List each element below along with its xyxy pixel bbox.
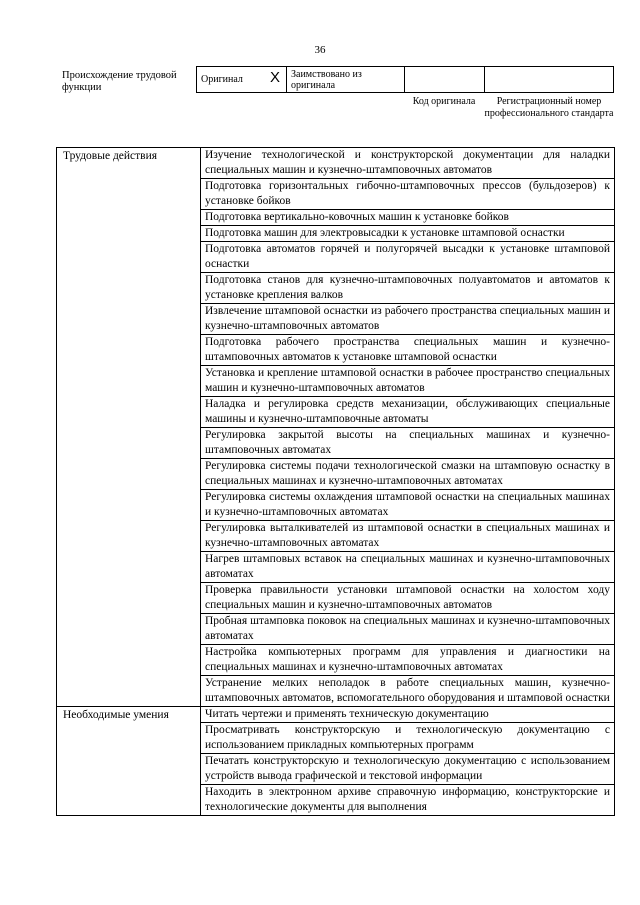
section-items — [201, 707, 615, 816]
borrowed-cell — [287, 67, 405, 93]
reg-number-cell — [485, 67, 614, 93]
list-item: Изучение технологической и конструкторской документации для наладки специальных машин и кузнечно-штамповочных автоматов — [201, 148, 614, 179]
functions-table — [56, 147, 615, 816]
list-item: Нагрев штамповых вставок на специальных машинах и кузнечно-штамповочных автоматах — [201, 552, 614, 583]
section-items — [201, 148, 615, 707]
section-title: Необходимые умения — [57, 707, 201, 816]
list-item: Извлечение штамповой оснастки из рабочего пространства специальных машин и кузнечно-штамповочных автоматов — [201, 304, 614, 335]
list-item: Подготовка автоматов горячей и полугорячей высадки к установке штамповой оснастки — [201, 242, 614, 273]
code-original-label: Код оригинала — [412, 96, 476, 107]
original-mark: X — [269, 69, 280, 86]
list-item: Печатать конструкторскую и технологическую документацию с использованием устройств вывода графической и текстовой информации — [201, 754, 614, 785]
reg-number-label: Регистрационный номер профессионального стандарта — [484, 96, 614, 119]
list-item: Находить в электронном архиве справочную информацию, конструкторские и технологические документы для выполнения — [205, 786, 610, 813]
origin-table — [196, 66, 614, 93]
page-number: 36 — [314, 44, 326, 56]
list-item: Наладка и регулировка средств механизации, обслуживающих специальные машины и кузнечно-штамповочные автоматы — [201, 397, 614, 428]
list-item: Регулировка системы охлаждения штамповой оснастки на специальных машинах и кузнечно-штамповочных автоматах — [201, 490, 614, 521]
list-item: Подготовка станов для кузнечно-штамповочных полуавтоматов и автоматов к установке крепления валков — [201, 273, 614, 304]
list-item: Регулировка системы подачи технологической смазки на штамповую оснастку в специальных машинах и кузнечно-штамповочных автоматах — [201, 459, 614, 490]
list-item: Подготовка горизонтальных гибочно-штамповочных прессов (бульдозеров) к установке бойков — [201, 179, 614, 210]
list-item: Регулировка выталкивателей из штамповой оснастки в специальных машинах и кузнечно-штамповочных автоматах — [201, 521, 614, 552]
list-item: Проверка правильности установки штамповой оснастки на холостом ходу специальных машин и кузнечно-штамповочных автоматов — [201, 583, 614, 614]
list-item: Подготовка машин для электровысадки к установке штамповой оснастки — [201, 226, 614, 242]
origin-label: Происхождение трудовой функции — [62, 70, 177, 93]
list-item: Подготовка рабочего пространства специальных машин и кузнечно-штамповочных автоматов к установке штамповой оснастки — [201, 335, 614, 366]
list-item: Подготовка вертикально-ковочных машин к установке бойков — [201, 210, 614, 226]
code-cell — [405, 67, 485, 93]
section-labor-actions — [57, 148, 615, 707]
list-item: Установка и крепление штамповой оснастки в рабочее пространство специальных машин и кузнечно-штамповочных автоматов — [201, 366, 614, 397]
list-item: Просматривать конструкторскую и технологическую документацию с использованием прикладных компьютерных программ — [201, 723, 614, 754]
list-item: Регулировка закрытой высоты на специальных машинах и кузнечно-штамповочных автоматах — [201, 428, 614, 459]
borrowed-label: Заимствовано из оригинала — [291, 68, 362, 91]
original-cell — [197, 67, 287, 93]
section-skills — [57, 707, 615, 816]
section-title: Трудовые действия — [57, 148, 201, 707]
original-label: Оригинал — [201, 74, 243, 85]
list-item: Устранение мелких неполадок в работе специальных машин, кузнечно-штамповочных автоматов, вспомогательного оборудования и штамповой оснастки — [205, 677, 610, 704]
list-item: Настройка компьютерных программ для управления и диагностики на специальных машинах и кузнечно-штамповочных автоматах — [201, 645, 614, 676]
list-item: Читать чертежи и применять техническую документацию — [201, 707, 614, 723]
list-item: Пробная штамповка поковок на специальных машинах и кузнечно-штамповочных автоматах — [201, 614, 614, 645]
